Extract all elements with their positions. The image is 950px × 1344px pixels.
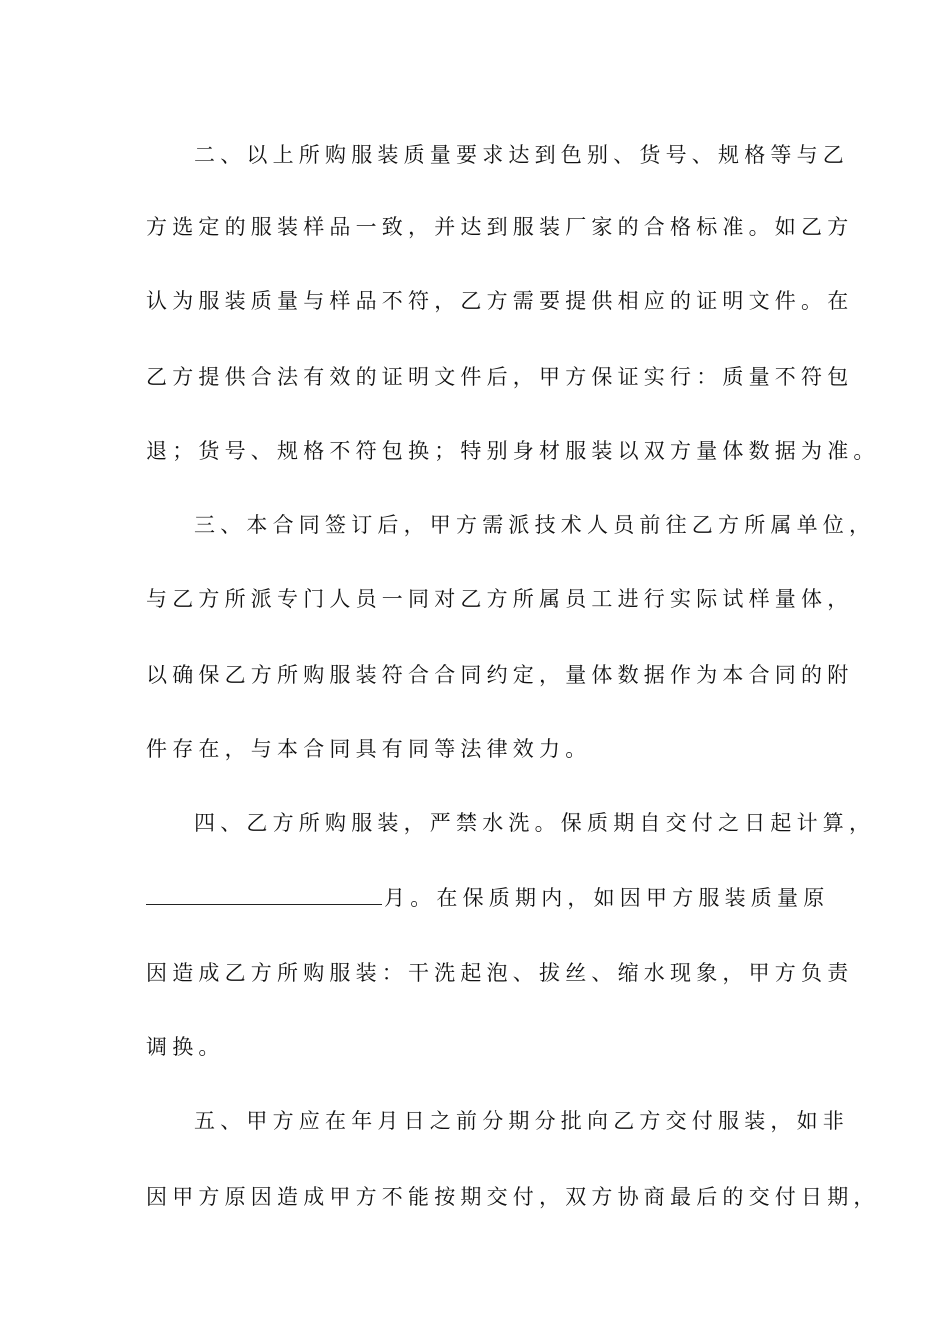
blank-fill-line [146, 882, 382, 905]
paragraph-2-line-2: 方选定的服装样品一致，并达到服装厂家的合格标准。如乙方 [146, 215, 854, 239]
paragraph-5-line-1: 五、甲方应在年月日之前分期分批向乙方交付服装，如非 [194, 1109, 849, 1133]
paragraph-3-line-3: 以确保乙方所购服装符合合同约定，量体数据作为本合同的附 [146, 663, 854, 687]
paragraph-2-line-4: 乙方提供合法有效的证明文件后，甲方保证实行：质量不符包 [146, 365, 854, 389]
paragraph-2-line-5: 退；货号、规格不符包换；特别身材服装以双方量体数据为准。 [146, 439, 880, 463]
paragraph-3-line-1: 三、本合同签订后，甲方需派技术人员前往乙方所属单位， [194, 513, 876, 537]
paragraph-4-line-4: 调换。 [146, 1035, 225, 1059]
paragraph-5-line-2: 因甲方原因造成甲方不能按期交付，双方协商最后的交付日期， [146, 1185, 880, 1209]
paragraph-2-line-3: 认为服装质量与样品不符，乙方需要提供相应的证明文件。在 [146, 289, 854, 313]
warranty-months-text: 月。在保质期内，如因甲方服装质量原 [384, 886, 830, 910]
paragraph-3-line-2: 与乙方所派专门人员一同对乙方所属员工进行实际试样量体， [146, 587, 854, 611]
paragraph-2-line-1: 二、以上所购服装质量要求达到色别、货号、规格等与乙 [194, 143, 849, 167]
paragraph-4-line-3: 因造成乙方所购服装：干洗起泡、拔丝、缩水现象，甲方负责 [146, 961, 854, 985]
paragraph-4-line-2 [146, 882, 830, 913]
paragraph-3-line-4: 件存在，与本合同具有同等法律效力。 [146, 737, 592, 761]
paragraph-4-line-1: 四、乙方所购服装，严禁水洗。保质期自交付之日起计算， [194, 811, 876, 835]
